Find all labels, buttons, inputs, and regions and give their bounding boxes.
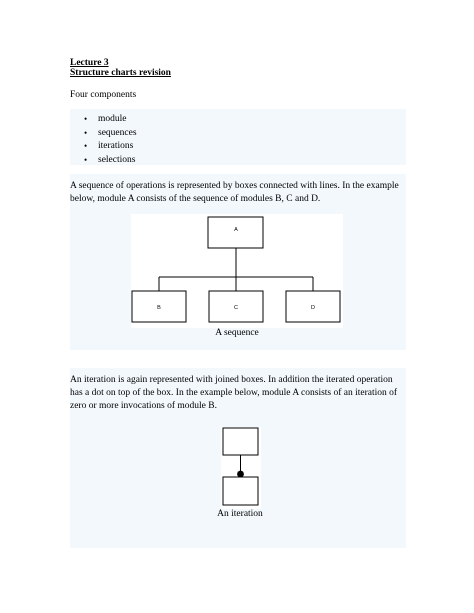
module-box-b <box>223 477 258 505</box>
sequence-paragraph: A sequence of operations is represented by boxes connected with lines. In the example below, module A consists of the sequence of modules B, C and D. <box>70 181 399 204</box>
list-item: • sequences <box>84 127 137 141</box>
lecture-heading: Lecture 3 <box>70 58 109 68</box>
iteration-diagram <box>221 427 261 509</box>
iteration-paragraph: An iteration is again represented with joined boxes. In addition the iterated operation has a dot on top of the box. In the example below, module A consists of an iteration of zero or more invocations of module B. <box>70 375 398 411</box>
sequence-figure <box>131 214 343 328</box>
list-item: • selections <box>84 154 137 168</box>
box-label-d: D <box>311 305 315 311</box>
sequence-caption: A sequence <box>215 328 259 338</box>
sequence-diagram <box>131 214 343 328</box>
box-label-b: B <box>157 305 161 311</box>
list-item: • module <box>84 113 137 127</box>
iteration-caption: An iteration <box>217 509 263 519</box>
page-title: Structure charts revision <box>70 68 171 78</box>
box-label-a: A <box>234 227 238 233</box>
box-label-c: C <box>234 305 238 311</box>
module-box-a <box>223 428 258 455</box>
intro-text: Four components <box>70 90 137 100</box>
iteration-figure <box>221 427 261 509</box>
iteration-dot <box>237 471 244 478</box>
components-list <box>84 113 137 167</box>
list-item: • iterations <box>84 140 137 154</box>
